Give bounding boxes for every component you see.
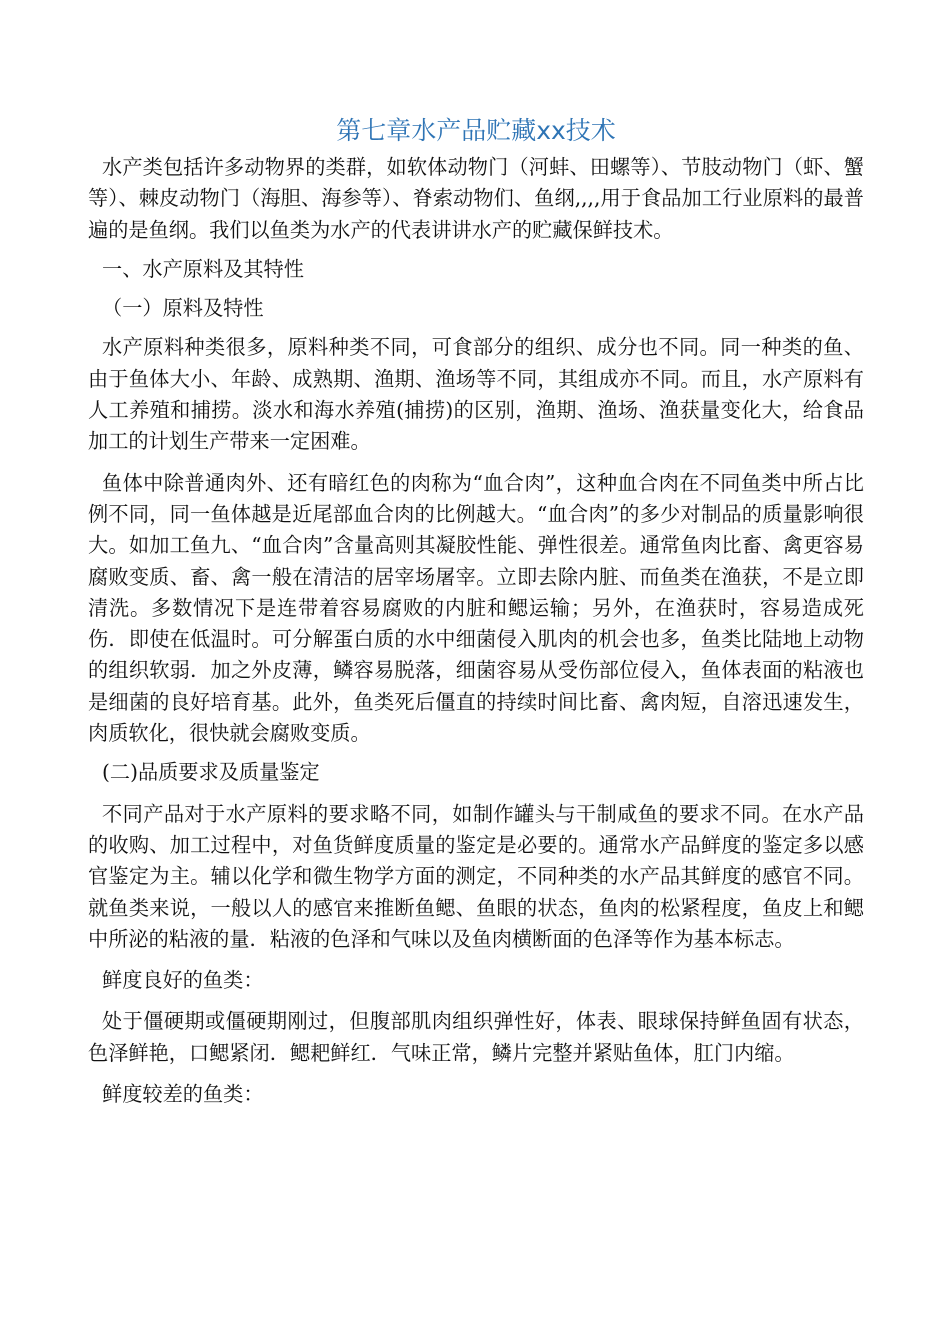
document-title: 第七章水产品贮藏xx技术: [336, 116, 616, 145]
paragraph-raw-materials: 水产原料种类很多，原料种类不同，可食部分的组织、成分也不同。同一种类的鱼、由于鱼体大小、年龄、成熟期、渔期、渔场等不同，其组成亦不同。而且，水产原料有人工养殖和捕捞。淡水和海水养殖(捕捞)的区别，渔期、渔场、渔获量变化大，给食品加工的计划生产带来一定困难。: [88, 335, 864, 454]
paragraph-quality: 不同产品对于水产原料的要求略不同，如制作罐头与干制咸鱼的要求不同。在水产品的收购、加工过程中，对鱼货鲜度质量的鉴定是必要的。通常水产品鲜度的鉴定多以感官鉴定为主。辅以化学和微生物学方面的测定，不同种类的水产品其鲜度的感官不同。就鱼类来说，一般以人的感官来推断鱼鳃、鱼眼的状态，鱼肉的松紧程度，鱼皮上和鳃中所泌的粘液的量．粘液的色泽和气味以及鱼肉横断面的色泽等作为基本标志。: [88, 801, 864, 951]
intro-paragraph: 水产类包括许多动物界的类群，如软体动物门（河蚌、田螺等）、节肢动物门（虾、蟹等）、棘皮动物门（海胆、海参等）、脊索动物们、鱼纲,,,,用于食品加工行业原料的最普遍的是鱼纲。我们以鱼类为水产的代表讲讲水产的贮藏保鲜技术。: [88, 155, 864, 242]
subsection-heading-characteristics: （一）原料及特性: [102, 296, 264, 321]
heading-poor-freshness: 鲜度较差的鱼类：: [102, 1082, 264, 1107]
document-page: [88, 112, 864, 1110]
heading-good-freshness: 鲜度良好的鱼类：: [102, 968, 264, 993]
section-heading-raw-materials: 一、水产原料及其特性: [102, 256, 304, 281]
paragraph-good-freshness: 处于僵硬期或僵硬期刚过，但腹部肌肉组织弹性好，体表、眼球保持鲜鱼固有状态，色泽鲜艳，口鳃紧闭．鳃耙鲜红．气味正常，鳞片完整并紧贴鱼体，肛门内缩。: [88, 1009, 864, 1065]
subsection-heading-quality: (二)品质要求及质量鉴定: [102, 760, 320, 785]
paragraph-blood-meat: 鱼体中除普通肉外、还有暗红色的肉称为“血合肉”，这种血合肉在不同鱼类中所占比例不同，同一鱼体越是近尾部血合肉的比例越大。“血合肉”的多少对制品的质量影响很大。如加工鱼九、“血合肉”含量高则其凝胶性能、弹性很差。通常鱼肉比畜、禽更容易腐败变质、畜、禽一般在清洁的居宰场屠宰。立即去除内脏、而鱼类在渔获，不是立即清洗。多数情况下是连带着容易腐败的内脏和鳃运输；另外，在渔获时，容易造成死伤．即使在低温时。可分解蛋白质的水中细菌侵入肌肉的机会也多，鱼类比陆地上动物的组织软弱．加之外皮薄，鳞容易脱落，细菌容易从受伤部位侵入，鱼体表面的粘液也是细菌的良好培育基。此外，鱼类死后僵直的持续时间比畜、禽肉短，自溶迅速发生，肉质软化，很快就会腐败变质。: [88, 470, 864, 746]
